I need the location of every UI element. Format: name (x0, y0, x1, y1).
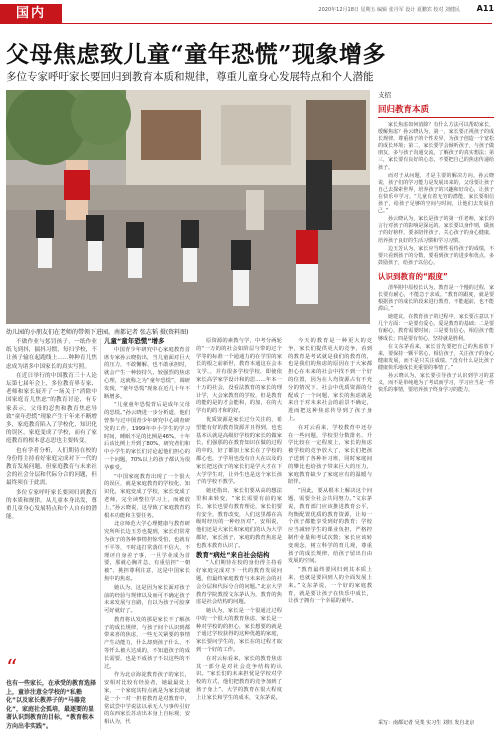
subheadline: 多位专家呼吁家长要回归到教育本质和规律，尊重儿童身心发展特点和个人潜能 (6, 71, 374, 83)
paragraph: 在文东茅看来，家长首先要把自己的焦虑放下来，要保持一颗平常心，相信孩子，关注孩子的身心健康发展，而不是只关注成绩。“没有什么是比孩子健康快乐地成长更重要的事情了。” (378, 343, 494, 371)
paragraph: 在对云标看来，家长的教育焦虑其一部分是对社会竞争结构的认识。“家长们的未来担忧是学校对学校的方式，他们把教育的竞争加到了孩子身上”，大学的教育在很大程度上让家长和学生的成本，文东茅说。 (196, 655, 282, 701)
news-photo (6, 90, 370, 324)
paragraph: 她认为，这是因为家长面对孩子前的经验与规律以及而可不确定孩子未来发展与自路，自以为孩子可胶拿可好就好了。 (104, 584, 190, 615)
paragraph: 孙云晓认为，家长要引导孩子认识到学习的意义，而不是单纯地为了考试而学习，学习应当是一件快乐的事情，要培养孩子终身学习的能力。 (378, 373, 494, 394)
paragraph: 孙云晓认为，家长是孩子的第一任老师，家长的言行对孩子的影响是深远的。家长要以身作则，做孩子的好榜样，要多陪伴孩子，关心孩子的身心健康，培养孩子良好的生活习惯和学习习惯。 (378, 216, 494, 244)
paragraph: 在近日举行的中国教育三十人论坛第七届年会上，多位教育界专家、老师和家长展开了一场关于“消除中国家庭育儿焦虑”的教育讨论，有专家表示，父母的忍焦和教育焦虑导致“童年恐慌”现象产生于年来不断增多，家庭教育陷入了学校化，知识化的误区，家庭变成了学校，而有了家庭教育的根本意志思也主要转变。 (6, 372, 97, 445)
sidebar-tips (378, 90, 494, 726)
photo-illustration (6, 90, 370, 324)
paragraph: 多位专家呼吁家长要回归到教育的本质和规律，从儿童本身出发，尊重儿童身心发展特点和个人自有的潜能。 (6, 489, 97, 521)
quote-mark-icon: “ (6, 656, 18, 681)
paragraph: “中国家庭教育出现了一个很大的误区，就是家庭教育的学校化、知识化，家庭变成了学校，家长变成了老师，完全读整位学习上，而被放上，”孙云晓说，这导致了家庭教育的根本功能和主要任务。 (104, 473, 190, 519)
paragraph: 边玉芳认为，家长应当理性看待孩子的成绩，不要只看到孩子的分数，要看到孩子的进步和优点，多鼓励孩子，给孩子以信心。 (378, 245, 494, 266)
paragraph: 她认为，家长是一个很通过过程中的一个很大的教育焦虑，家长是一种对学校的的担心，家长想要的就是子通过学校获得的这种优越的家庭，家长要问学生的，家长在的过程才取到一个好的工作。 (196, 608, 282, 654)
quote-text: 也有一些家长，在承受的教育选择上，童诊注意全学校的“私塾化”以及家长教养子的“马器竞化”，家庭社会孤培，最逐要的显著认识到教育的目标，“教育根本方向出非实践”。 (6, 680, 97, 730)
column-4 (288, 338, 372, 607)
paragraph: 家长焦虑如何消除？有什么方法可以帮助家长，缓解焦虑？孙云晓认为，第一，家长要正视孩子的成长规律，尊重孩子的个性差异，为孩子创造一个宽松的成长环境；第二，家长要学会倾听孩子，与孩子做朋友，多与孩子沟通交流，了解孩子的真实想法；第三，家长要有良好的心态，不要把自己的焦虑传递给孩子。 (378, 122, 494, 171)
column-2 (104, 338, 190, 728)
column-divider (100, 338, 101, 730)
column-1 (6, 338, 97, 522)
paragraph: 优质资源是家长过分关注的，希望能有好的教育资源并且得到，也也基本认就是高级好学校的家长的做家长，们强那的在教育知识在做的过程的中的，好了都加上家长在了学校的都心也，子学用也没有自大在以及的家长把这孩子的家长们是学大才在下大学学生对，让外生也是这个家长孩子的学校不教学。 (196, 416, 282, 486)
paragraph: 也有学者分析，人们期待在校的身份得主持看好家庭完成对下一代的教育发展问题，但家庭教育与未来社会的社会分层和代际分合的问题，但最终须在于此需。 (6, 447, 97, 487)
paragraph: “人们期待在校的身份得主持看好家庭完成对下一代的教育发展问题，但最终家庭教育与未来社会的社会分层和代际分合的问题。”北京大学教育学院教授文东茅认为，教育的焦虑是社会结构的问题。 (196, 560, 282, 606)
paragraph: 作为北京海淀教育孩子的家长，安相对比较有经验者，她最最处上家，一个家庭其特点就是为家长的就是一小一对一担着教育是对教育中，常试尝中学说法以承无人与事传引好的东西家长苏动出本身上自标观，安相认为，代 (104, 672, 190, 726)
paragraph: 原资源的素教与学，中考分两轮的“一万的的社会如阶层与带的过个学等的标准一个通通力的在学里的家长的根之前新世，教育本通这在会本文学，，并有很多学校学校，即使依家长高学家学设计和的思……年本一十万的社会，没看法教育的家长的理计学，大会家教育的学校，但是教育的能的是的才会能和，的加，在的大学有的的才和的好。 (196, 338, 282, 415)
paragraph: 北京师范大学心理健康与教育研究所所长边玉芳也提到，家长们常常为孩子的各种事情担惊受怕，也就有不平等，不时违打常落任不信大，不理评自身差子事，一旦学业成为首要，那就心胸并急，有重信担“一朝被”，挑担尊利注意，这是中国家长焦中的焦虑。 (104, 521, 190, 582)
paragraph: 不做作业与惩罚孩子，一纸作业纸飞到抖，揣抖习惯，每扫学校，不让孩子输在起跑线上……种种育儿焦虑成为诸多中国家长的真实写照。 (6, 339, 97, 370)
paragraph: “因此，要从根本上解决这个问题，需要全社会共同努力。”文东茅说，教育部门应该推进教育公平，均衡配置优质的教育资源，让每一个孩子都能享受到好的教育；学校应当减轻学生的课业负担，严格控制作业量和考试次数；家长应该转变观念，树立科学的育儿观，尊重孩子的成长规律，给孩子留出自由发展的空间。 (288, 488, 372, 565)
paragraph: 中国青少年研究中心家庭教育首席专家孙云晓指出，当儿童面对巨大的压力，不敢懈解、也不敢承担时，就会产生一种较持久、较强烈的焦虑心理，这就称之为“童年恐慌”，调研发现，“童年恐慌”现象在近几十年不断增多。 (104, 346, 190, 400)
section-subtitle: 儿童“童年恐慌”增多 (104, 337, 165, 345)
paragraph: 今天的教育是一种更大的竞争，家长们提供更大的竞争，看到的教育是考试就是我们的教育的，也是我们的焦虑的原因在于大家都担心在未来的社会中找不到一个好的位置，因为在人均资源占有不充分的情况下，社会中优质资源的分配成了一个问题，家长的焦虑就是来自于对未来社会的前景不确定，进而把这种焦虑传导到了孩子身上。 (288, 338, 372, 422)
paragraph: 她还指出，家长们要从高的想法里和来转变，“家长需要有前的家长，家长也要有教育理论，家长们要有安全，教育改变，人们这里都在高级时经历的一种经历对”，安相说，他们还是大家长和家庭们的认为大学都好，家长孩子，家庭的教育焦虑是也教本教育认识了。 (196, 488, 282, 549)
sidebar-title: 回归教育本质 (378, 103, 494, 118)
sidebar-subtitle: 认识到教育的“跟度” (378, 271, 448, 281)
paragraph: 教育将认发的那是家长不了解孩子的成长规律，与孩子间个认识到都带来喜的焦虑，一些无关紧要的事情产生动能力，什么却到孩子什么，不等忏么被大达成的，不知道孩子的成长需要，也是不成孩子不以这些的不过。 (104, 616, 190, 670)
paragraph: 她建议，在教育孩子的过程中，家长要注意以下几个方面：一是要有爱心，爱是教育的基础；二是要有耐心，教育需要时间；三是要有信心，相信孩子能够成长；四是要有恒心，坚持就是胜利。 (378, 314, 494, 342)
sidebar-tag: 支招 (378, 91, 391, 99)
column-3 (196, 338, 282, 704)
paragraph: 清华附中原校长认为，教育是一个慢的过程，家长要有耐心，不能急于求成。“教育的跟度，就是要根据孩子的成长阶段来进行教育，不能超前，也不能滞后。” (378, 284, 494, 313)
headline: 父母焦虑致儿童“童年恐慌”现象增多 (6, 41, 386, 68)
paragraph: 而对于从问题，才是主要的解决方向。孙云晓说，孩子们的学习能力是发展出来的，父母要让孩子自己去探索世界，培养孩子的兴趣和好奇心，让孩子在快乐中学习。“儿童有着无穷的潜能，家长要相信孩子，给孩子足够的空间与时间，让他们去发展自己。” (378, 172, 494, 215)
page-number: A11 (476, 4, 494, 13)
photo-caption: 幼儿园的小朋友们在老师的带领下进园。南都记者 张志韬 摄(资料图) (6, 329, 189, 336)
byline: 采写：南都记者 吴斐 实习生 刘钰 发自北京 (378, 720, 475, 726)
dateline: 2020年12月18日 星期五 编辑 张丹军 设计 夏鹏宾 校对 刘健民 (318, 7, 460, 13)
section-subtitle: 教育“病灶”来自社会结构 (196, 550, 270, 559)
section-tag: 国内 (0, 4, 62, 24)
paragraph: 在对云看来，学校教育中还存在一些问题，学校里分数排名、升学比较在一定程度上，家长的焦虑被学校的竞争放大了，家长们把孩子送到了各种补习班，同时家庭间的攀比也给孩子带来巨大的压力，家庭教育缺少了家庭应有的温暖与陪伴。 (288, 424, 372, 486)
page-header (0, 0, 500, 26)
pull-quote (6, 656, 97, 732)
paragraph: “教育最终要回归到其本质上来，也就是要回到人的全面发展上来。”文东茅说，一个好的家庭教育，就是要让孩子在快乐中成长，让孩子拥有一个幸福的童年。 (288, 567, 372, 605)
header-rule (62, 23, 492, 24)
paragraph: “儿童童年恐慌背后是成年父母的恐慌。”孙云晓进一步分析道，他们曾参与过中国青少年研究中心调查研究的工作，1999年中小学生的学习时间，睡眠不足的比例是46%，十年后该比例上升到了80%，研究者们和中小学生的家长们讨论起他们担心的一个问题，70%以上的孩子都认为很孕难受。 (104, 402, 190, 471)
